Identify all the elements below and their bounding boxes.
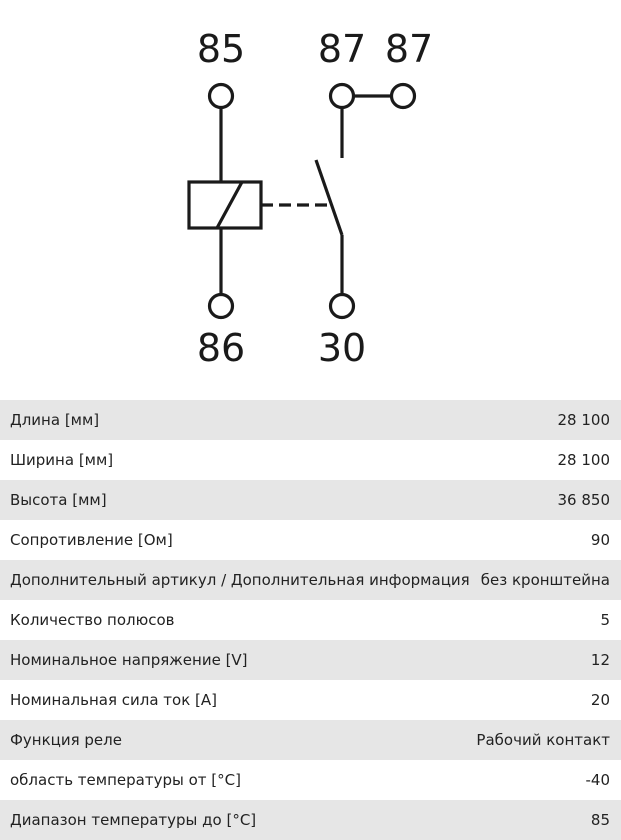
terminal-87a (331, 85, 354, 108)
spec-label: Номинальное напряжение [V] (10, 651, 248, 669)
pin-label-87b: 87 (384, 27, 434, 71)
spec-row-resistance (0, 520, 621, 560)
pin-label-30: 30 (317, 326, 367, 370)
spec-row-additional-info (0, 560, 621, 600)
relay-schematic-svg (0, 0, 621, 400)
spec-label: Номинальная сила ток [A] (10, 691, 217, 709)
spec-row-temp-from (0, 760, 621, 800)
terminal-30 (331, 295, 354, 318)
spec-table (0, 400, 621, 840)
spec-value: 36 850 (557, 491, 610, 509)
spec-value: 12 (590, 651, 610, 669)
spec-label: Сопротивление [Ом] (10, 531, 173, 549)
pin-label-85: 85 (196, 27, 246, 71)
spec-label: Дополнительный артикул / Дополнительная информация (10, 571, 470, 589)
coil-diagonal (217, 182, 242, 228)
switch-arm (316, 160, 342, 235)
spec-label: Диапазон температуры до [°C] (10, 811, 257, 829)
spec-value: 90 (590, 531, 610, 549)
spec-row-relay-function (0, 720, 621, 760)
spec-row-length (0, 400, 621, 440)
spec-row-width (0, 440, 621, 480)
pin-label-86: 86 (196, 326, 246, 370)
terminal-86 (210, 295, 233, 318)
spec-row-pole-count (0, 600, 621, 640)
terminal-87b (392, 85, 415, 108)
spec-row-nominal-current (0, 680, 621, 720)
spec-row-nominal-voltage (0, 640, 621, 680)
spec-value: 28 100 (557, 451, 610, 469)
spec-value: 28 100 (557, 411, 610, 429)
relay-schematic (0, 0, 621, 400)
pin-label-87a: 87 (317, 27, 367, 71)
spec-label: Функция реле (10, 731, 122, 749)
spec-label: Ширина [мм] (10, 451, 114, 469)
spec-label: Высота [мм] (10, 491, 107, 509)
spec-value: 5 (600, 611, 610, 629)
spec-label: Количество полюсов (10, 611, 175, 629)
spec-value: 85 (590, 811, 610, 829)
spec-value: Рабочий контакт (476, 731, 610, 749)
spec-label: Длина [мм] (10, 411, 100, 429)
spec-label: область температуры от [°C] (10, 771, 241, 789)
terminal-85 (210, 85, 233, 108)
spec-value: без кронштейна (480, 571, 610, 589)
spec-value: -40 (585, 771, 610, 789)
spec-row-height (0, 480, 621, 520)
spec-value: 20 (590, 691, 610, 709)
spec-row-temp-to (0, 800, 621, 840)
coil-box (189, 182, 261, 228)
